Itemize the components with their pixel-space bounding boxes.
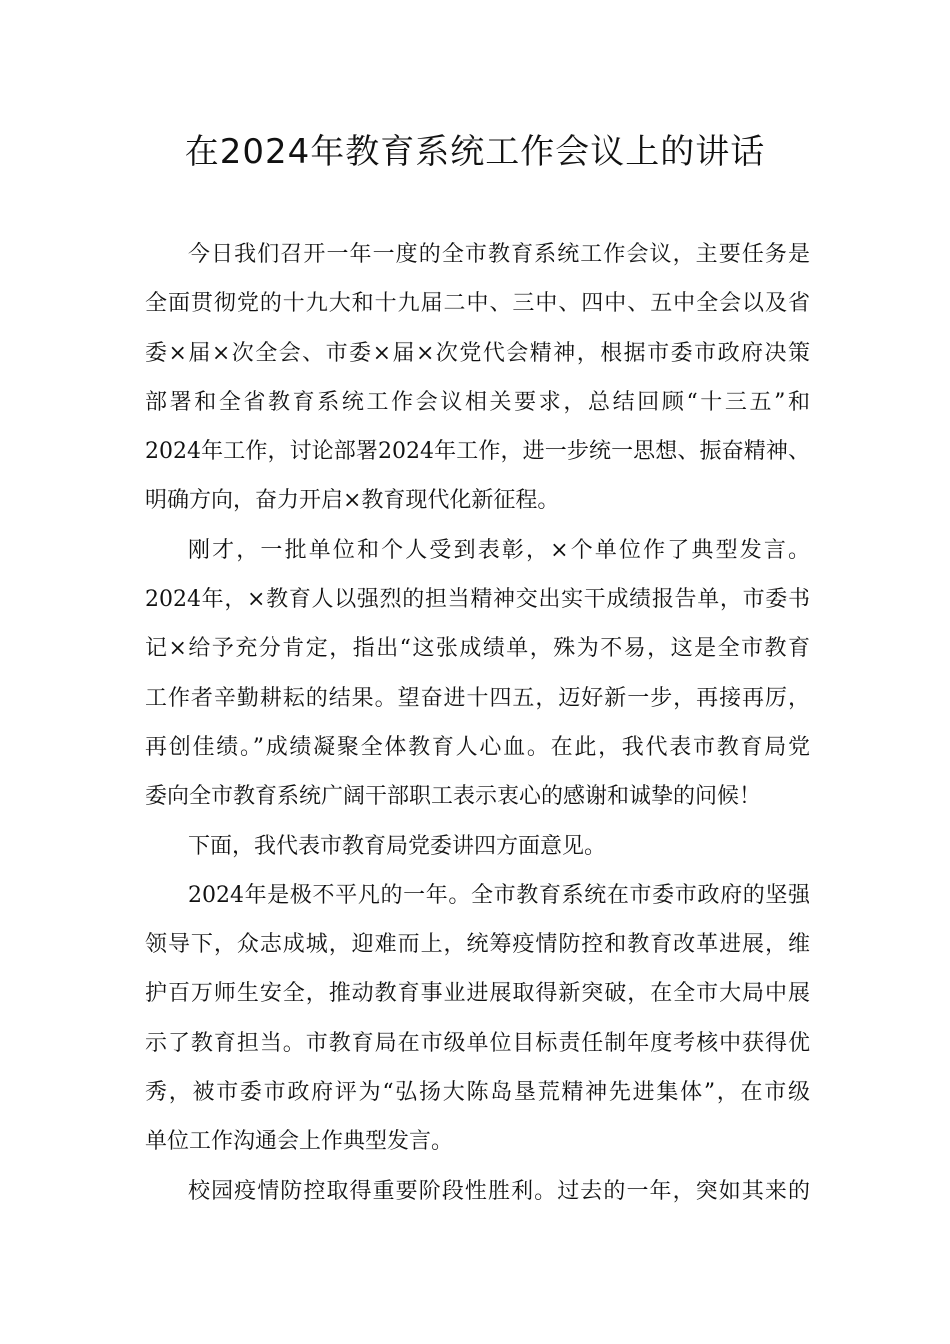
paragraph-line: 再创佳绩。”成绩凝聚全体教育人心血。在此，我代表市教育局党 xyxy=(145,734,810,760)
paragraph-line: 下面，我代表市教育局党委讲四方面意见。 xyxy=(188,833,607,859)
paragraph-line: 今日我们召开一年一度的全市教育系统工作会议，主要任务是 xyxy=(188,242,810,267)
paragraph-line: 委×届×次全会、市委×届×次党代会精神，根据市委市政府决策 xyxy=(145,340,810,366)
paragraph-line: 刚才，一批单位和个人受到表彰，×个单位作了典型发言。 xyxy=(188,537,810,563)
paragraph-line: 单位工作沟通会上作典型发言。 xyxy=(145,1129,454,1155)
paragraph-line: 部署和全省教育系统工作会议相关要求，总结回顾“十三五”和 xyxy=(145,389,810,415)
paragraph-line: 全面贯彻党的十九大和十九届二中、三中、四中、五中全会以及省 xyxy=(145,291,810,317)
paragraph-line: 工作者辛勤耕耘的结果。望奋进十四五，迈好新一步，再接再厉， xyxy=(145,685,810,711)
paragraph-line: 2024年是极不平凡的一年。全市教育系统在市委市政府的坚强 xyxy=(188,882,810,908)
paragraph-line: 秀，被市委市政府评为“弘扬大陈岛垦荒精神先进集体”，在市级 xyxy=(145,1080,810,1106)
document-body xyxy=(145,230,810,1216)
paragraph-line: 记×给予充分肯定，指出“这张成绩单，殊为不易，这是全市教育 xyxy=(145,636,810,662)
paragraph-line: 2024年工作，讨论部署2024年工作，进一步统一思想、振奋精神、 xyxy=(145,439,810,465)
paragraph-line: 校园疫情防控取得重要阶段性胜利。过去的一年，突如其来的 xyxy=(188,1178,810,1204)
paragraph-line: 明确方向，奋力开启×教育现代化新征程。 xyxy=(145,488,560,514)
document-title: 在2024年教育系统工作会议上的讲话 xyxy=(184,132,766,172)
paragraph-line: 领导下，众志成城，迎难而上，统筹疫情防控和教育改革进展，维 xyxy=(145,932,810,958)
paragraph-line: 委向全市教育系统广阔干部职工表示衷心的感谢和诚挚的问候！ xyxy=(145,784,762,810)
paragraph-line: 2024年，×教育人以强烈的担当精神交出实干成绩报告单，市委书 xyxy=(145,587,810,613)
paragraph-line: 护百万师生安全，推动教育事业进展取得新突破，在全市大局中展 xyxy=(145,981,810,1007)
paragraph-line: 示了教育担当。市教育局在市级单位目标责任制年度考核中获得优 xyxy=(145,1030,810,1056)
